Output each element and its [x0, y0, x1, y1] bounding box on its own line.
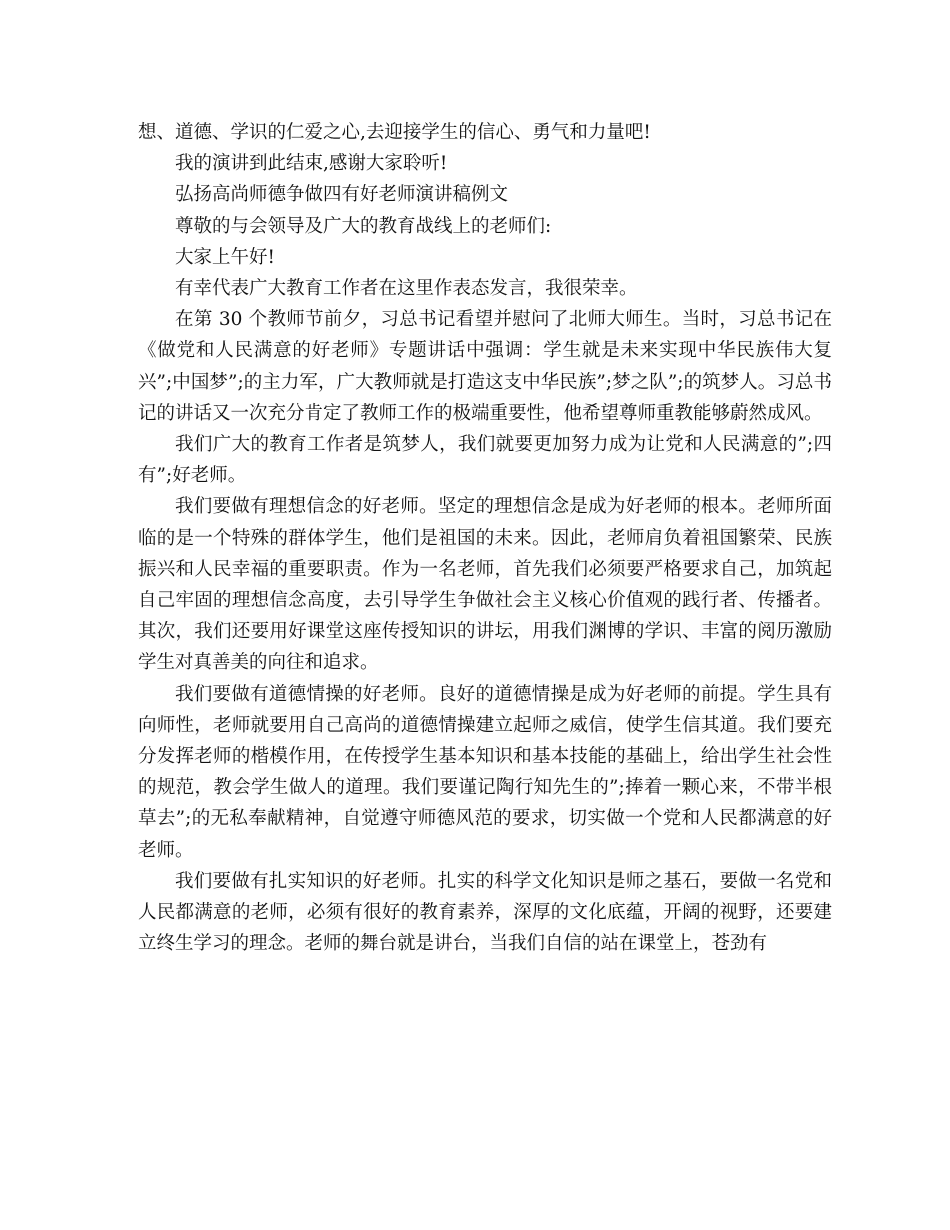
- paragraph-greeting: 大家上午好!: [175, 246, 275, 268]
- paragraph-salutation: 尊敬的与会领导及广大的教育战线上的老师们:: [175, 215, 552, 237]
- paragraph: 我们要做有道德情操的好老师。良好的道德情操是成为好老师的前提。学生具有向师性，老师就要用自己高尚的道德情操建立起师之威信，使学生信其道。我们要充分发挥老师的楷模作用，在传授学生基本知识和基本技能的基础上，给出学生社会性的规范，教会学生做人的道理。我们要谨记陶行知先生的”;捧着一颗心来，不带半根草去”;的无私奉献精神，自觉遵守师德风范的要求，切实做一个党和人民都满意的好老师。: [138, 683, 832, 861]
- paragraph: 我们广大的教育工作者是筑梦人，我们就要更加努力成为让党和人民满意的”;四有”;好老师。: [138, 434, 832, 487]
- document-body: [138, 117, 832, 959]
- paragraph: 在第 30 个教师节前夕，习总书记看望并慰问了北师大师生。当时，习总书记在《做党和人民满意的好老师》专题讲话中强调：学生就是未来实现中华民族伟大复兴”;中国梦”;的主力军，广大教师就是打造这支中华民族”;梦之队”;的筑梦人。习总书记的讲话又一次充分肯定了教师工作的极端重要性，他希望尊师重教能够蔚然成风。: [138, 309, 832, 424]
- paragraph-continuation: 想、道德、学识的仁爱之心,去迎接学生的信心、勇气和力量吧!: [138, 122, 651, 143]
- paragraph: 我们要做有理想信念的好老师。坚定的理想信念是成为好老师的根本。老师所面临的是一个特殊的群体学生，他们是祖国的未来。因此，老师肩负着祖国繁荣、民族振兴和人民幸福的重要职责。作为一名老师，首先我们必须要严格要求自己，加筑起自己牢固的理想信念高度，去引导学生争做社会主义核心价值观的践行者、传播者。其次，我们还要用好课堂这座传授知识的讲坛，用我们渊博的学识、丰富的阅历激励学生对真善美的向往和追求。: [138, 496, 832, 674]
- speech-title: 弘扬高尚师德争做四有好老师演讲稿例文: [175, 184, 509, 206]
- paragraph: 我们要做有扎实知识的好老师。扎实的科学文化知识是师之基石，要做一名党和人民都满意的老师，必须有很好的教育素养，深厚的文化底蕴，开阔的视野，还要建立终生学习的理念。老师的舞台就是讲台，当我们自信的站在课堂上，苍劲有: [138, 870, 832, 955]
- paragraph-closing: 我的演讲到此结束,感谢大家聆听!: [175, 153, 448, 175]
- paragraph: 有幸代表广大教育工作者在这里作表态发言，我很荣幸。: [175, 278, 638, 300]
